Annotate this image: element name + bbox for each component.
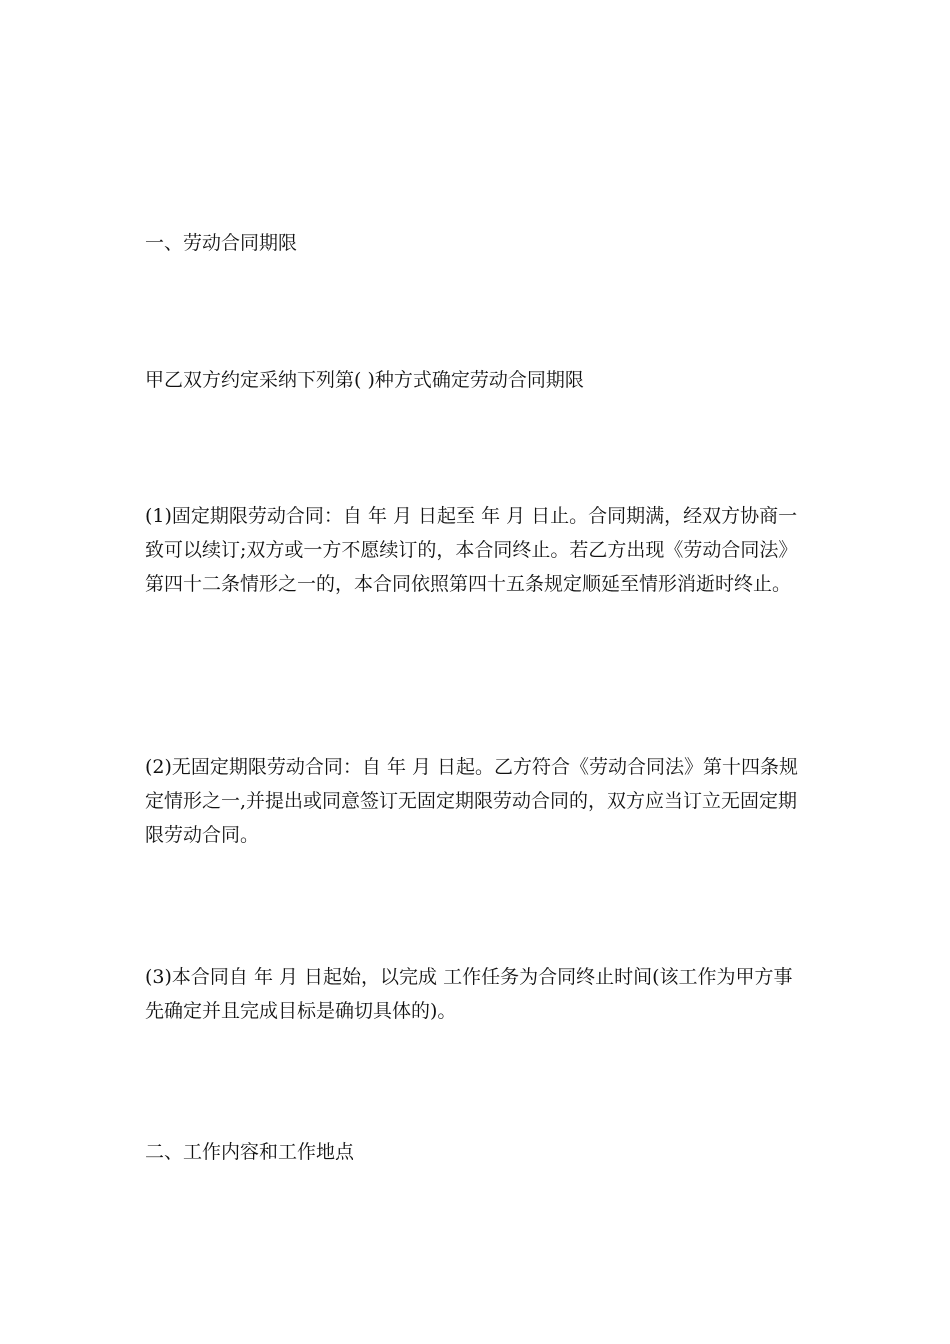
clause-fixed-term: (1)固定期限劳动合同：自 年 月 日起至 年 月 日止。合同期满，经双方协商一致可以续订;双方或一方不愿续订的，本合同终止。若乙方出现《劳动合同法》第四十二条情形之一的，本合同依照第四十五条规定顺延至情形消逝时终止。 bbox=[145, 505, 798, 595]
contract-term-intro: 甲乙双方约定采纳下列第( )种方式确定劳动合同期限 bbox=[145, 369, 584, 391]
section2-heading: 二、工作内容和工作地点 bbox=[145, 1141, 355, 1163]
clause-task-based: (3)本合同自 年 月 日起始，以完成 工作任务为合同终止时间(该工作为甲方事先确定并且完成目标是确切具体的)。 bbox=[145, 966, 793, 1022]
clause-open-ended: (2)无固定期限劳动合同：自 年 月 日起。乙方符合《劳动合同法》第十四条规定情形之一,并提出或同意签订无固定期限劳动合同的，双方应当订立无固定期限劳动合同。 bbox=[145, 756, 799, 846]
section1-heading: 一、劳动合同期限 bbox=[145, 232, 298, 254]
